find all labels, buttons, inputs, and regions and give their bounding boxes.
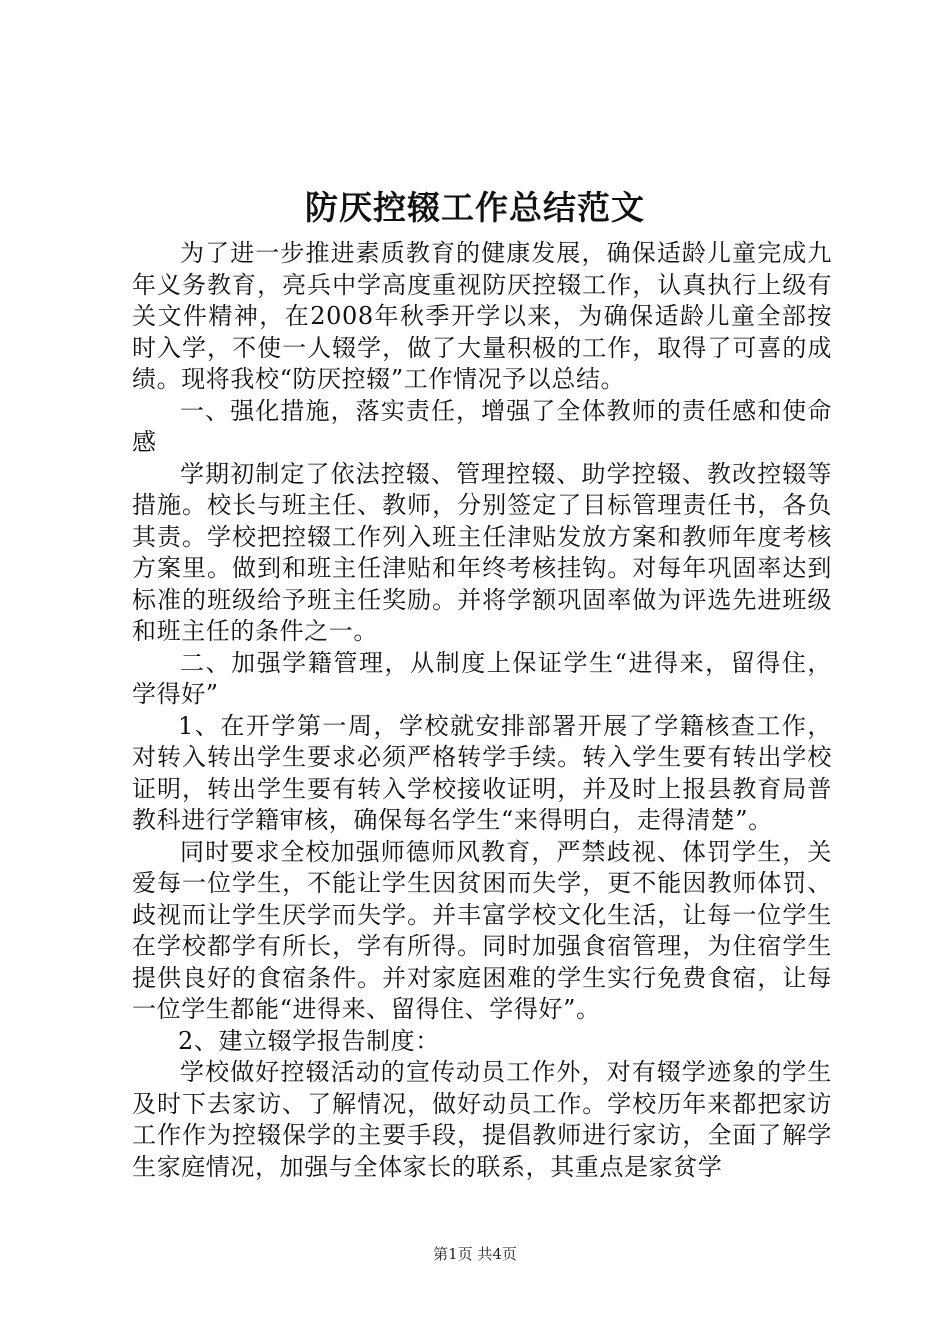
section-heading-1: 一、强化措施，落实责任，增强了全体教师的责任感和使命感 [132,396,832,456]
document-title: 防厌控辍工作总结范文 [305,188,645,227]
page-footer: 第1页 共4页 [433,1245,517,1263]
document-body [132,238,832,1183]
section-heading-2: 二、加强学籍管理，从制度上保证学生“进得来，留得住，学得好” [132,648,832,708]
paragraph-item-2: 2、建立辍学报告制度： [178,1026,440,1055]
paragraph-ethics: 同时要求全校加强师德师风教育，严禁歧视、体罚学生，关爱每一位学生，不能让学生因贫困而失学，更不能因教师体罚、歧视而让学生厌学而失学。并丰富学校文化生活，让每一位学生在学校都学有所长，学有所得。同时加强食宿管理，为住宿学生提供良好的食宿条件。并对家庭困难的学生实行免费食宿，让每一位学生都能“进得来、留得住、学得好”。 [132,837,832,1023]
paragraph-measures: 学期初制定了依法控辍、管理控辍、助学控辍、教改控辍等措施。校长与班主任、教师，分别签定了目标管理责任书，各负其责。学校把控辍工作列入班主任津贴发放方案和教师年度考核方案里。做到和班主任津贴和年终考核挂钩。对每年巩固率达到标准的班级给予班主任奖励。并将学额巩固率做为评选先进班级和班主任的条件之一。 [132,459,832,645]
paragraph-intro: 为了进一步推进素质教育的健康发展，确保适龄儿童完成九年义务教育，亮兵中学高度重视防厌控辍工作，认真执行上级有关文件精神，在2008年秋季开学以来，为确保适龄儿童全部按时入学，不使一人辍学，做了大量积极的工作，取得了可喜的成绩。现将我校“防厌控辍”工作情况予以总结。 [132,239,832,393]
paragraph-home-visits: 学校做好控辍活动的宣传动员工作外，对有辍学迹象的学生及时下去家访、了解情况，做好动员工作。学校历年来都把家访工作作为控辍保学的主要手段，提倡教师进行家访，全面了解学生家庭情况，加强与全体家长的联系，其重点是家贫学 [132,1058,832,1181]
paragraph-item-1: 1、在开学第一周，学校就安排部署开展了学籍核查工作，对转入转出学生要求必须严格转学手续。转入学生要有转出学校证明，转出学生要有转入学校接收证明，并及时上报县教育局普教科进行学籍审核，确保每名学生“来得明白，走得清楚”。 [132,711,832,834]
